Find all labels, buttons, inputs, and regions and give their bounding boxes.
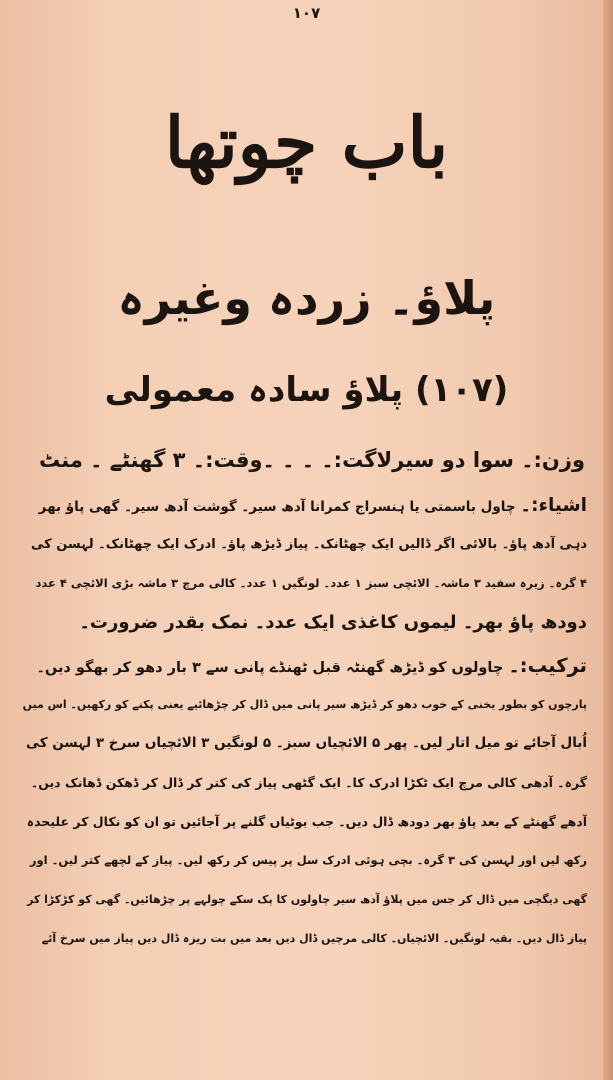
- method-line: پارچوں کو بطور یخنی کے خوب دھو کر ڈیڑھ سیر پانی میں ڈال کر چڑھائیے یعنی پکنے کو رکھیں۔ اس میں: [23, 698, 587, 711]
- method-line: رکھ لیں اور لہسن کی ۳ گرہ۔ بچی ہوئی ادرک سل پر پیس کر رکھ لیں۔ پیاز کے لچھے کتر لیں۔ اور: [29, 853, 587, 867]
- meta-weight: وزن:۔ سوا دو سیر: [392, 448, 585, 472]
- ingredients-lead: اشیاء:۔: [520, 495, 587, 516]
- method-line: [23, 646, 587, 685]
- ingredients-line: ۴ گرہ۔ زیرہ سفید ۳ ماشہ۔ الائچی سبز ۱ عدد۔ لونگیں ۱ عدد۔ کالی مرچ ۳ ماشہ بڑی الائچی ۴ عدد: [35, 576, 587, 590]
- method-line: گھی دیگچی میں ڈال کر جس میں پلاؤ آدھ سیر چاولوں کا پک سکے چولہے پر چڑھائیں۔ گھی کو کڑکڑا کر: [27, 893, 587, 906]
- method-line: پیاز ڈال دیں۔ بقیہ لونگیں۔ الائچیاں۔ کالی مرچیں ڈال دیں بعد میں بت ریزہ ڈال دیں پیاز میں سرخ آئے: [41, 932, 587, 945]
- recipe-body: [23, 486, 587, 958]
- method-line: آدھے گھنٹے کے بعد پاؤ بھر دودھ ڈال دیں۔ جب بوٹیاں گلنے پر آجائیں تو ان کو نکال کر علیحدہ: [26, 814, 587, 829]
- ingredients-text: چاول باسمتی یا ہنسراج کمرانا آدھ سیر۔ گوشت آدھ سیر۔ گھی پاؤ بھر: [38, 499, 516, 515]
- chapter-title: باب چوتھا: [164, 101, 449, 184]
- ingredients-line: دہی آدھ پاؤ۔ بالائی اگر ڈالیں ایک چھٹانک۔ پیاز ڈیڑھ پاؤ۔ ادرک ایک چھٹانک۔ لہسن کی: [30, 537, 587, 552]
- ingredients-line: [23, 486, 587, 525]
- recipe-meta: [39, 440, 585, 480]
- method-line: اُبال آجائے تو میل اتار لیں۔ پھر ۵ الائچیاں سبز۔ ۵ لونگیں ۳ الائچیاں سرخ ۳ لہسن کی: [26, 735, 587, 751]
- meta-cost: لاگت:۔ ۔ ۔ ۔: [262, 448, 393, 472]
- meta-time: وقت:۔ ۳ گھنٹے ۔ منٹ: [39, 448, 263, 472]
- recipe-title: (۱۰۷) پلاؤ سادہ معمولی: [104, 370, 509, 410]
- method-text: چاولوں کو ڈیڑھ گھنٹہ قبل ٹھنڈے پانی سے ۳ بار دھو کر بھگو دیں۔: [36, 660, 504, 676]
- method-lead: ترکیب:۔: [508, 654, 587, 677]
- page-number: ۱۰۷: [292, 4, 321, 22]
- section-title: پلاؤ۔ زردہ وغیرہ: [117, 271, 496, 325]
- method-line: گرہ۔ آدھی کالی مرچ ایک ٹکڑا ادرک کا۔ ایک گٹھی پیاز کی کتر کر ڈال کر ڈھکن ڈھانک دیں۔: [30, 775, 587, 790]
- ingredients-line: دودھ پاؤ بھر۔ لیموں کاغذی ایک عدد۔ نمک بقدر ضرورت۔: [79, 612, 587, 633]
